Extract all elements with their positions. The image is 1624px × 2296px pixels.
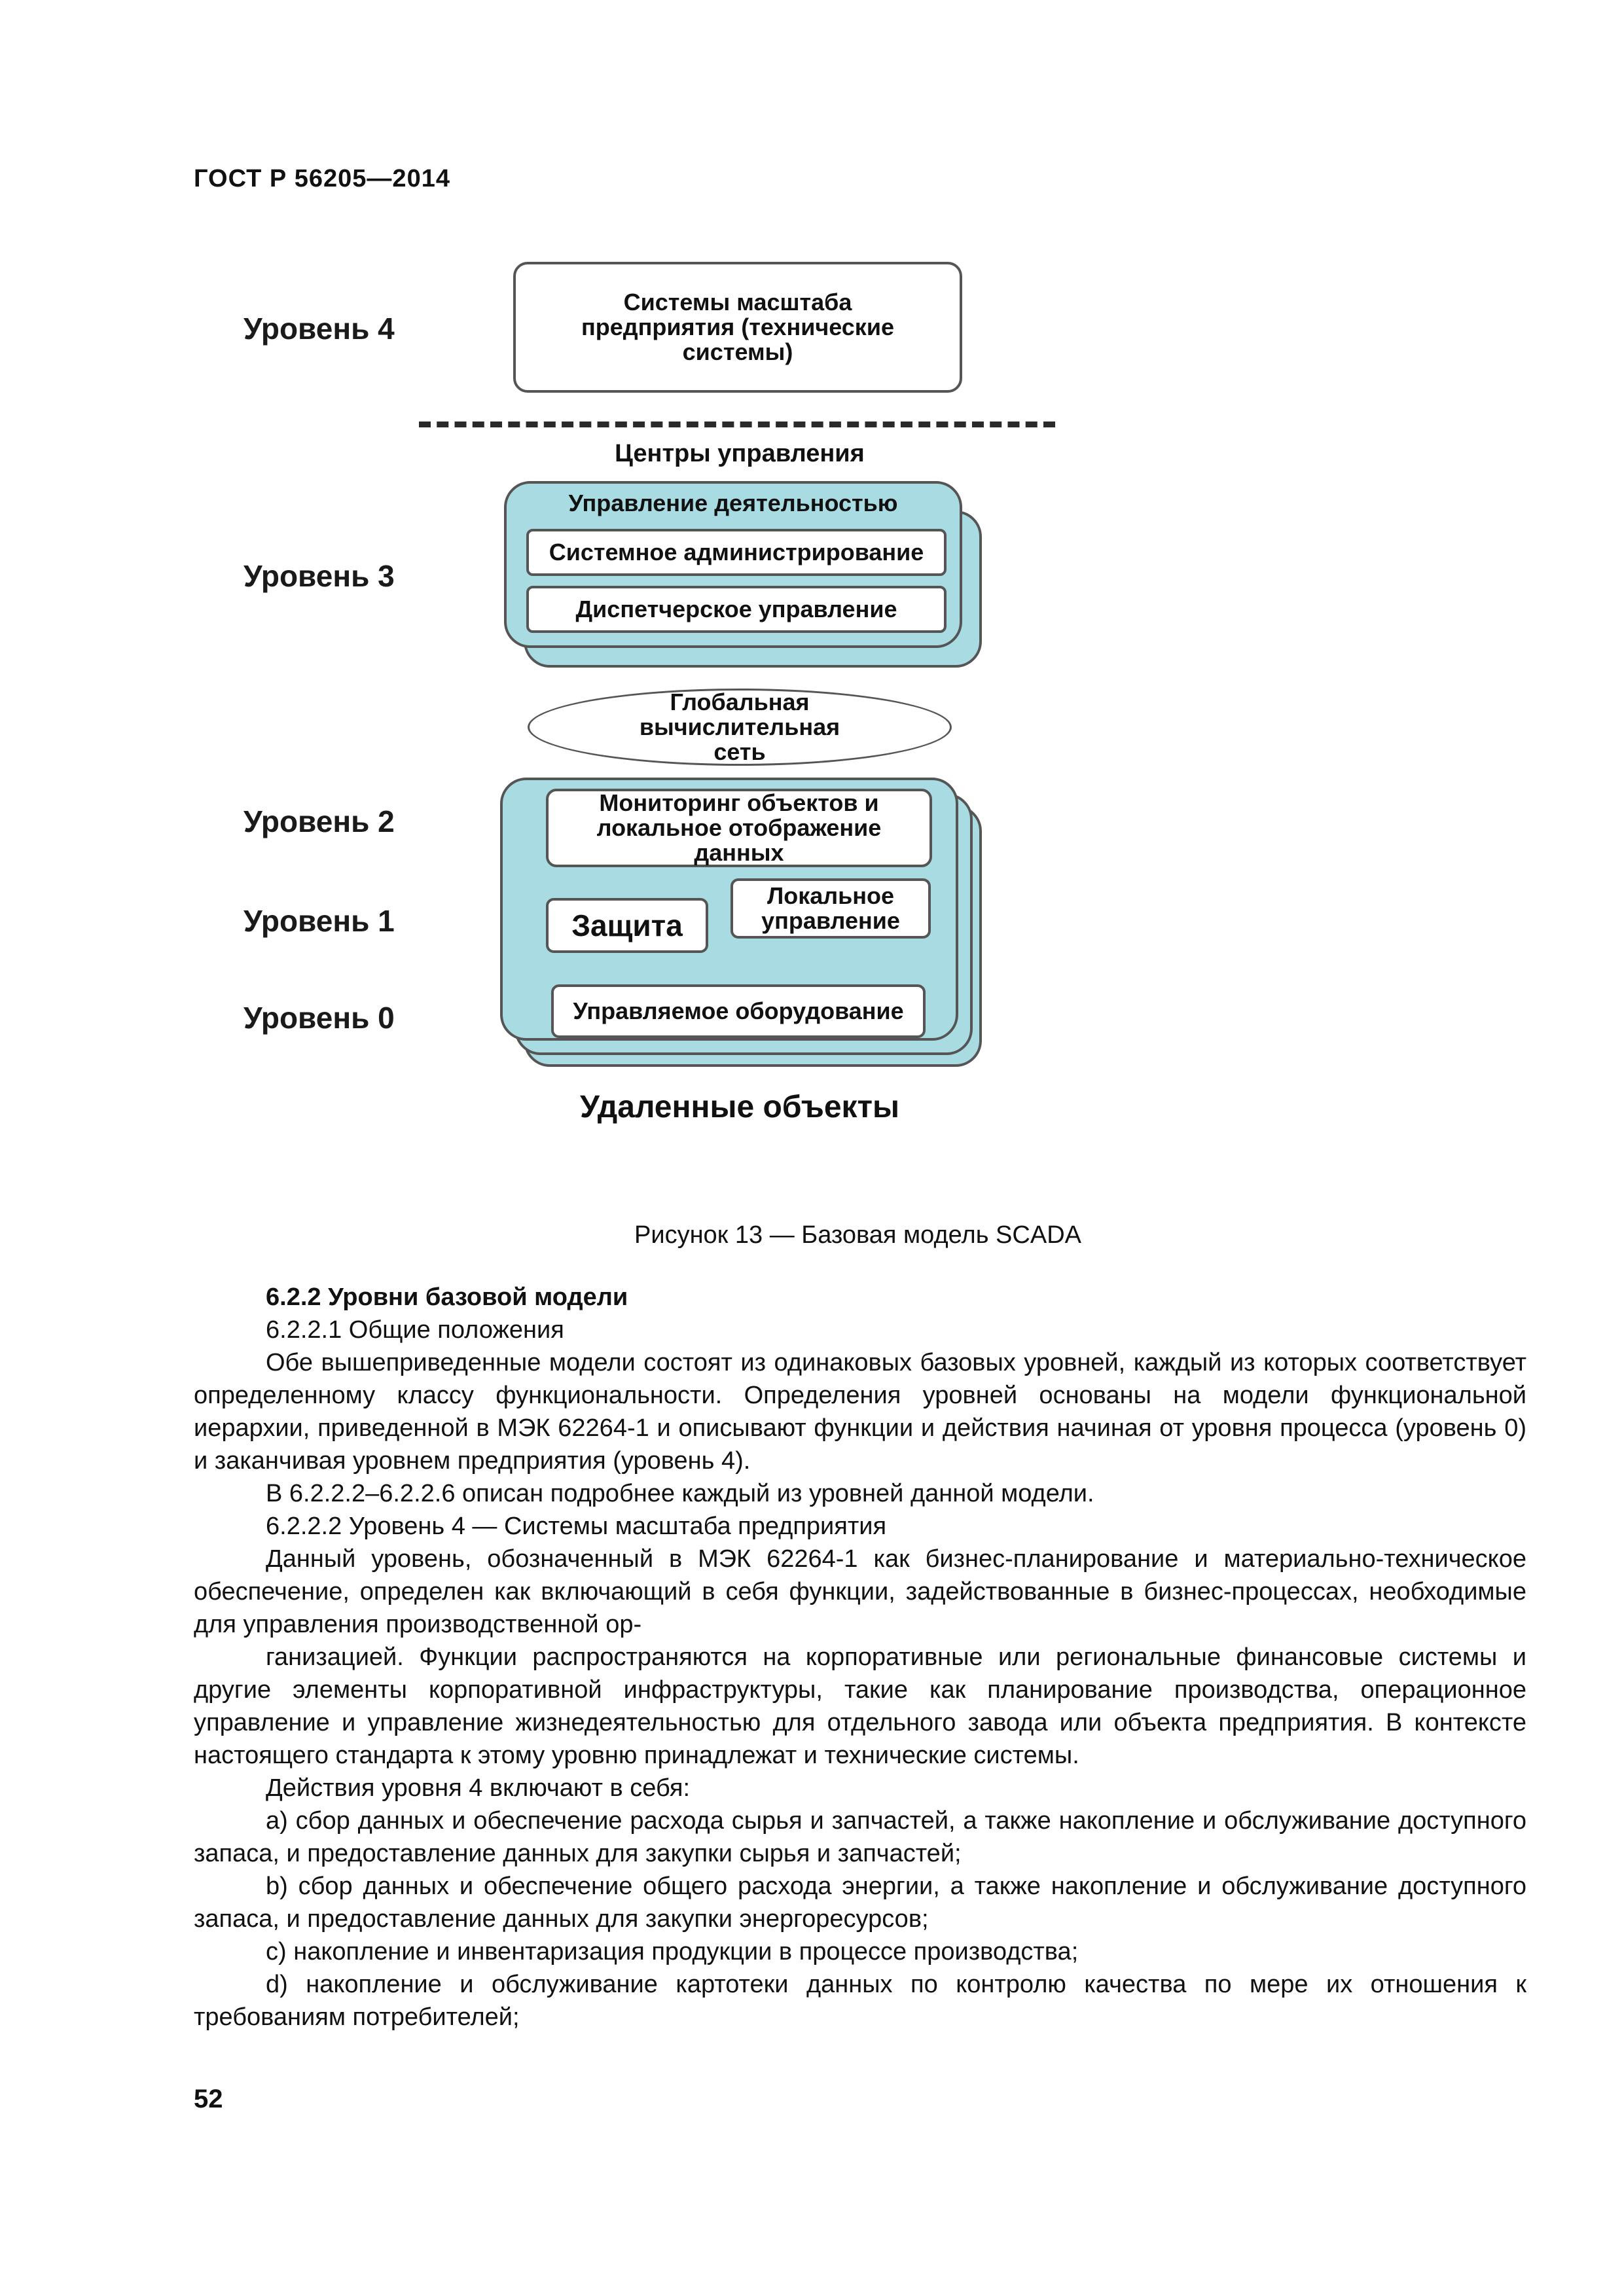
paragraph: 6.2.2.2 Уровень 4 — Системы масштаба предприятия <box>266 1513 887 1540</box>
paragraph: Обе вышеприведенные модели состоят из одинаковых базовых уровней, каждый из которых соответствует определенному классу функциональности. Определения уровней основаны на модели функциональной иерархии, приведенной в МЭК 62264-1 и описывают функции и действия начиная от уровня процесса (уровень 0) и заканчивая уровнем предприятия (уровень 4). <box>194 1349 1526 1475</box>
wan-ellipse: Глобальная вычислительная сеть <box>528 689 952 766</box>
list-item: d) накопление и обслуживание картотеки данных по контролю качества по мере их отношения к требованиям потребителей; <box>194 1971 1526 2031</box>
section-heading: 6.2.2 Уровни базовой модели <box>266 1283 628 1311</box>
body-text <box>194 1281 1526 2034</box>
document-header: ГОСТ Р 56205—2014 <box>194 165 450 192</box>
paragraph: 6.2.2.1 Общие положения <box>266 1316 564 1344</box>
control-centers-label: Центры управления <box>615 440 865 467</box>
figure-caption: Рисунок 13 — Базовая модель SCADA <box>634 1221 1081 1249</box>
list-item: a) сбор данных и обеспечение расхода сырья и запчастей, а также накопление и обслуживание доступного запаса, и предоставление данных для закупки сырья и запчастей; <box>194 1807 1526 1867</box>
monitoring-box: Мониторинг объектов и локальное отображение данных <box>546 789 932 867</box>
level-1-label: Уровень 1 <box>244 904 395 938</box>
page-number: 52 <box>194 2085 223 2113</box>
system-administration-box: Системное администрирование <box>526 529 947 576</box>
protection-box: Защита <box>546 898 708 953</box>
level-4-label: Уровень 4 <box>244 312 395 346</box>
level-2-label: Уровень 2 <box>244 804 395 838</box>
controlled-equipment-box: Управляемое оборудование <box>551 984 926 1038</box>
dashed-separator <box>419 422 1055 427</box>
paragraph: ганизацией. Функции распространяются на корпоративные или региональные финансовые системы и другие элементы корпоративной инфраструктуры, такие как планирование производства, операционное управление и управление жизнедеятельностью для отдельного завода или объекта предприятия. В контексте настоящего стандарта к этому уровню принадлежат и технические системы. <box>194 1643 1526 1769</box>
remote-sites-label: Удаленные объекты <box>579 1090 900 1124</box>
dispatch-control-box: Диспетчерское управление <box>526 586 947 633</box>
paragraph: Данный уровень, обозначенный в МЭК 62264-1 как бизнес-планирование и материально-техническое обеспечение, определен как включающий в себя функции, задействованные в бизнес-процессах, необходимые для управления производственной ор- <box>194 1545 1526 1638</box>
paragraph: В 6.2.2.2–6.2.2.6 описан подробнее каждый из уровней данной модели. <box>266 1480 1094 1507</box>
paragraph: Действия уровня 4 включают в себя: <box>266 1774 691 1802</box>
list-item: c) накопление и инвентаризация продукции в процессе производства; <box>266 1938 1079 1965</box>
level-3-label: Уровень 3 <box>244 559 395 593</box>
ops-management-label: Управление деятельностью <box>568 490 898 516</box>
local-control-box: Локальное управление <box>731 878 931 939</box>
list-item: b) сбор данных и обеспечение общего расхода энергии, а также накопление и обслуживание доступного запаса, и предоставление данных для закупки энергоресурсов; <box>194 1873 1526 1933</box>
enterprise-systems-box: Системы масштаба предприятия (технические системы) <box>513 262 962 393</box>
level-0-label: Уровень 0 <box>244 1001 395 1035</box>
